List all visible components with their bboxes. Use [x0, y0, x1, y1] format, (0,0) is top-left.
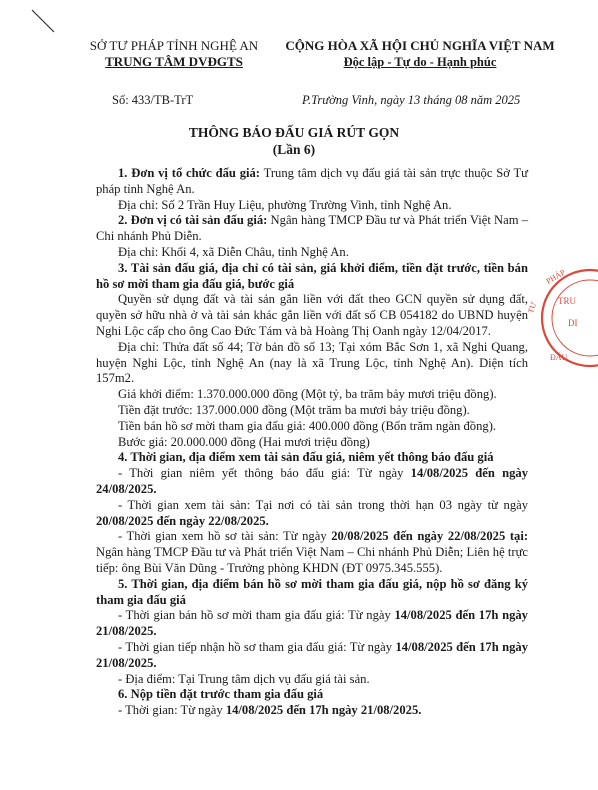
- agency-name: TRUNG TÂM DVĐGTS: [105, 54, 243, 69]
- viewing-period: [96, 498, 528, 530]
- section-1-address: Địa chỉ: Số 2 Trần Huy Liệu, phường Trường Vinh, tỉnh Nghệ An.: [118, 197, 452, 212]
- deposit-period: [96, 703, 528, 719]
- national-header: [270, 38, 570, 70]
- bid-step: Bước giá: 20.000.000 đồng (Hai mươi triệu đồng): [118, 434, 370, 449]
- seal-text-bottom: ĐẤU: [550, 353, 568, 362]
- file-viewing-contact: Ngân hàng TMCP Đầu tư và Phát triển Việt Nam – Chi nhánh Phủ Diễn; Liên hệ trực tiếp: ông Bùi Văn Dũng - Trưởng phòng KHDN (ĐT 0975.345.555).: [96, 545, 528, 575]
- deposit-period-dates: 14/08/2025 đến 17h ngày 21/08/2025.: [225, 703, 422, 718]
- title-sub: (Lần 6): [272, 142, 316, 157]
- section-1-heading: 1. Đơn vị tổ chức đấu giá:: [118, 166, 261, 180]
- sale-period-dates: 14/08/2025 đến 17h ngày 21/08/2025.: [96, 608, 528, 639]
- seal-text-mid1: TRU: [558, 296, 576, 306]
- issuing-agency: [74, 38, 274, 70]
- sale-period-label: - Thời gian bán hồ sơ mời tham gia đấu giá: Từ ngày: [118, 608, 395, 623]
- agency-parent: SỞ TƯ PHÁP TỈNH NGHỆ AN: [89, 38, 259, 53]
- seal-text-side: TƯ: [526, 300, 539, 315]
- sale-period: [96, 608, 528, 640]
- section-2-heading: 2. Đơn vị có tài sản đấu giá:: [118, 213, 268, 228]
- deposit-period-label: - Thời gian: Từ ngày: [118, 703, 226, 718]
- viewing-period-label: - Thời gian xem tài sản: Tại nơi có tài sản trong thời hạn 03 ngày từ ngày: [118, 497, 528, 512]
- national-motto: Độc lập - Tự do - Hạnh phúc: [343, 55, 497, 69]
- section-2-address: Địa chỉ: Khối 4, xã Diễn Châu, tỉnh Nghệ An.: [118, 244, 349, 259]
- section-2: [96, 213, 528, 245]
- posting-period-dates: 14/08/2025 đến ngày 24/08/2025.: [96, 466, 528, 496]
- section-6-heading: 6. Nộp tiền đặt trước tham gia đấu giá: [118, 687, 324, 702]
- seal-text-top: PHÁP: [544, 267, 567, 286]
- sale-location: - Địa điểm: Tại Trung tâm dịch vụ đấu giá tài sản.: [118, 671, 370, 686]
- section-1: [96, 166, 528, 198]
- file-viewing-period: [96, 529, 528, 576]
- document-title: [0, 124, 588, 158]
- file-viewing-label: - Thời gian xem hồ sơ tài sản: Từ ngày: [118, 529, 332, 544]
- document-body: [96, 166, 528, 719]
- receipt-period: [96, 640, 528, 672]
- place-date: P.Trường Vinh, ngày 13 tháng 08 năm 2025: [302, 93, 521, 107]
- document-number: Số: 433/TB-TrT: [112, 93, 194, 107]
- document-fee: Tiền bán hồ sơ mời tham gia đấu giá: 400.000 đồng (Bốn trăm ngàn đồng).: [118, 418, 497, 433]
- national-title: CỘNG HÒA XÃ HỘI CHỦ NGHĨA VIỆT NAM: [285, 38, 555, 53]
- section-1-text: Trung tâm dịch vụ đấu giá tài sản trực thuộc Sở Tư pháp tỉnh Nghệ An.: [96, 166, 528, 196]
- asset-location: Địa chỉ: Thửa đất số 44; Tờ bản đồ số 13; Tại xóm Bắc Sơn 1, xã Nghi Quang, huyện Nghi Lộc, tỉnh Nghệ An (nay là xã Trung Lộc, tỉnh Nghệ An). Diện tích 157m2.: [96, 339, 528, 386]
- scan-mark: [30, 8, 58, 10]
- section-5-heading: 5. Thời gian, địa điểm bán hồ sơ mời tham gia đấu giá, nộp hồ sơ đăng ký tham gia đấu giá: [96, 576, 528, 607]
- deposit-amount: Tiền đặt trước: 137.000.000 đồng (Một trăm ba mươi bảy triệu đồng).: [118, 402, 470, 417]
- receipt-period-label: - Thời gian tiếp nhận hồ sơ tham gia đấu giá: Từ ngày: [118, 639, 396, 654]
- posting-period-label: - Thời gian niêm yết thông báo đấu giá: Từ ngày: [118, 466, 411, 481]
- section-4-heading: 4. Thời gian, địa điểm xem tài sản đấu giá, niêm yết thông báo đấu giá: [118, 450, 494, 465]
- starting-price: Giá khởi điểm: 1.370.000.000 đồng (Một tỷ, ba trăm bảy mươi triệu đồng).: [118, 387, 497, 402]
- section-3-heading: 3. Tài sản đấu giá, địa chỉ có tài sản, giá khởi điểm, tiền đặt trước, tiền bán hồ sơ mời tham gia đấu giá, bước giá: [96, 260, 528, 291]
- viewing-period-dates: 20/08/2025 đến ngày 22/08/2025.: [96, 513, 269, 528]
- title-main: THÔNG BÁO ĐẤU GIÁ RÚT GỌN: [188, 125, 400, 140]
- receipt-period-dates: 14/08/2025 đến 17h ngày 21/08/2025.: [96, 639, 528, 670]
- section-2-text: Ngân hàng TMCP Đầu tư và Phát triển Việt Nam – Chi nhánh Phủ Diễn.: [96, 213, 528, 244]
- official-seal: [526, 267, 598, 390]
- asset-description: Quyền sử dụng đất và tài sản gắn liền với đất theo GCN quyền sử dụng đất, quyền sở hữu nhà ở và tài sản khác gắn liền với đất số CB 054182 do UBND huyện Nghi Lộc cấp cho ông Cao Đức Tám và bà Hoàng Thị Oanh ngày 12/04/2017.: [96, 292, 528, 338]
- posting-period: [96, 466, 528, 498]
- file-viewing-dates: 20/08/2025 đến ngày 22/08/2025 tại:: [331, 529, 529, 544]
- seal-text-mid2: DI: [568, 318, 578, 328]
